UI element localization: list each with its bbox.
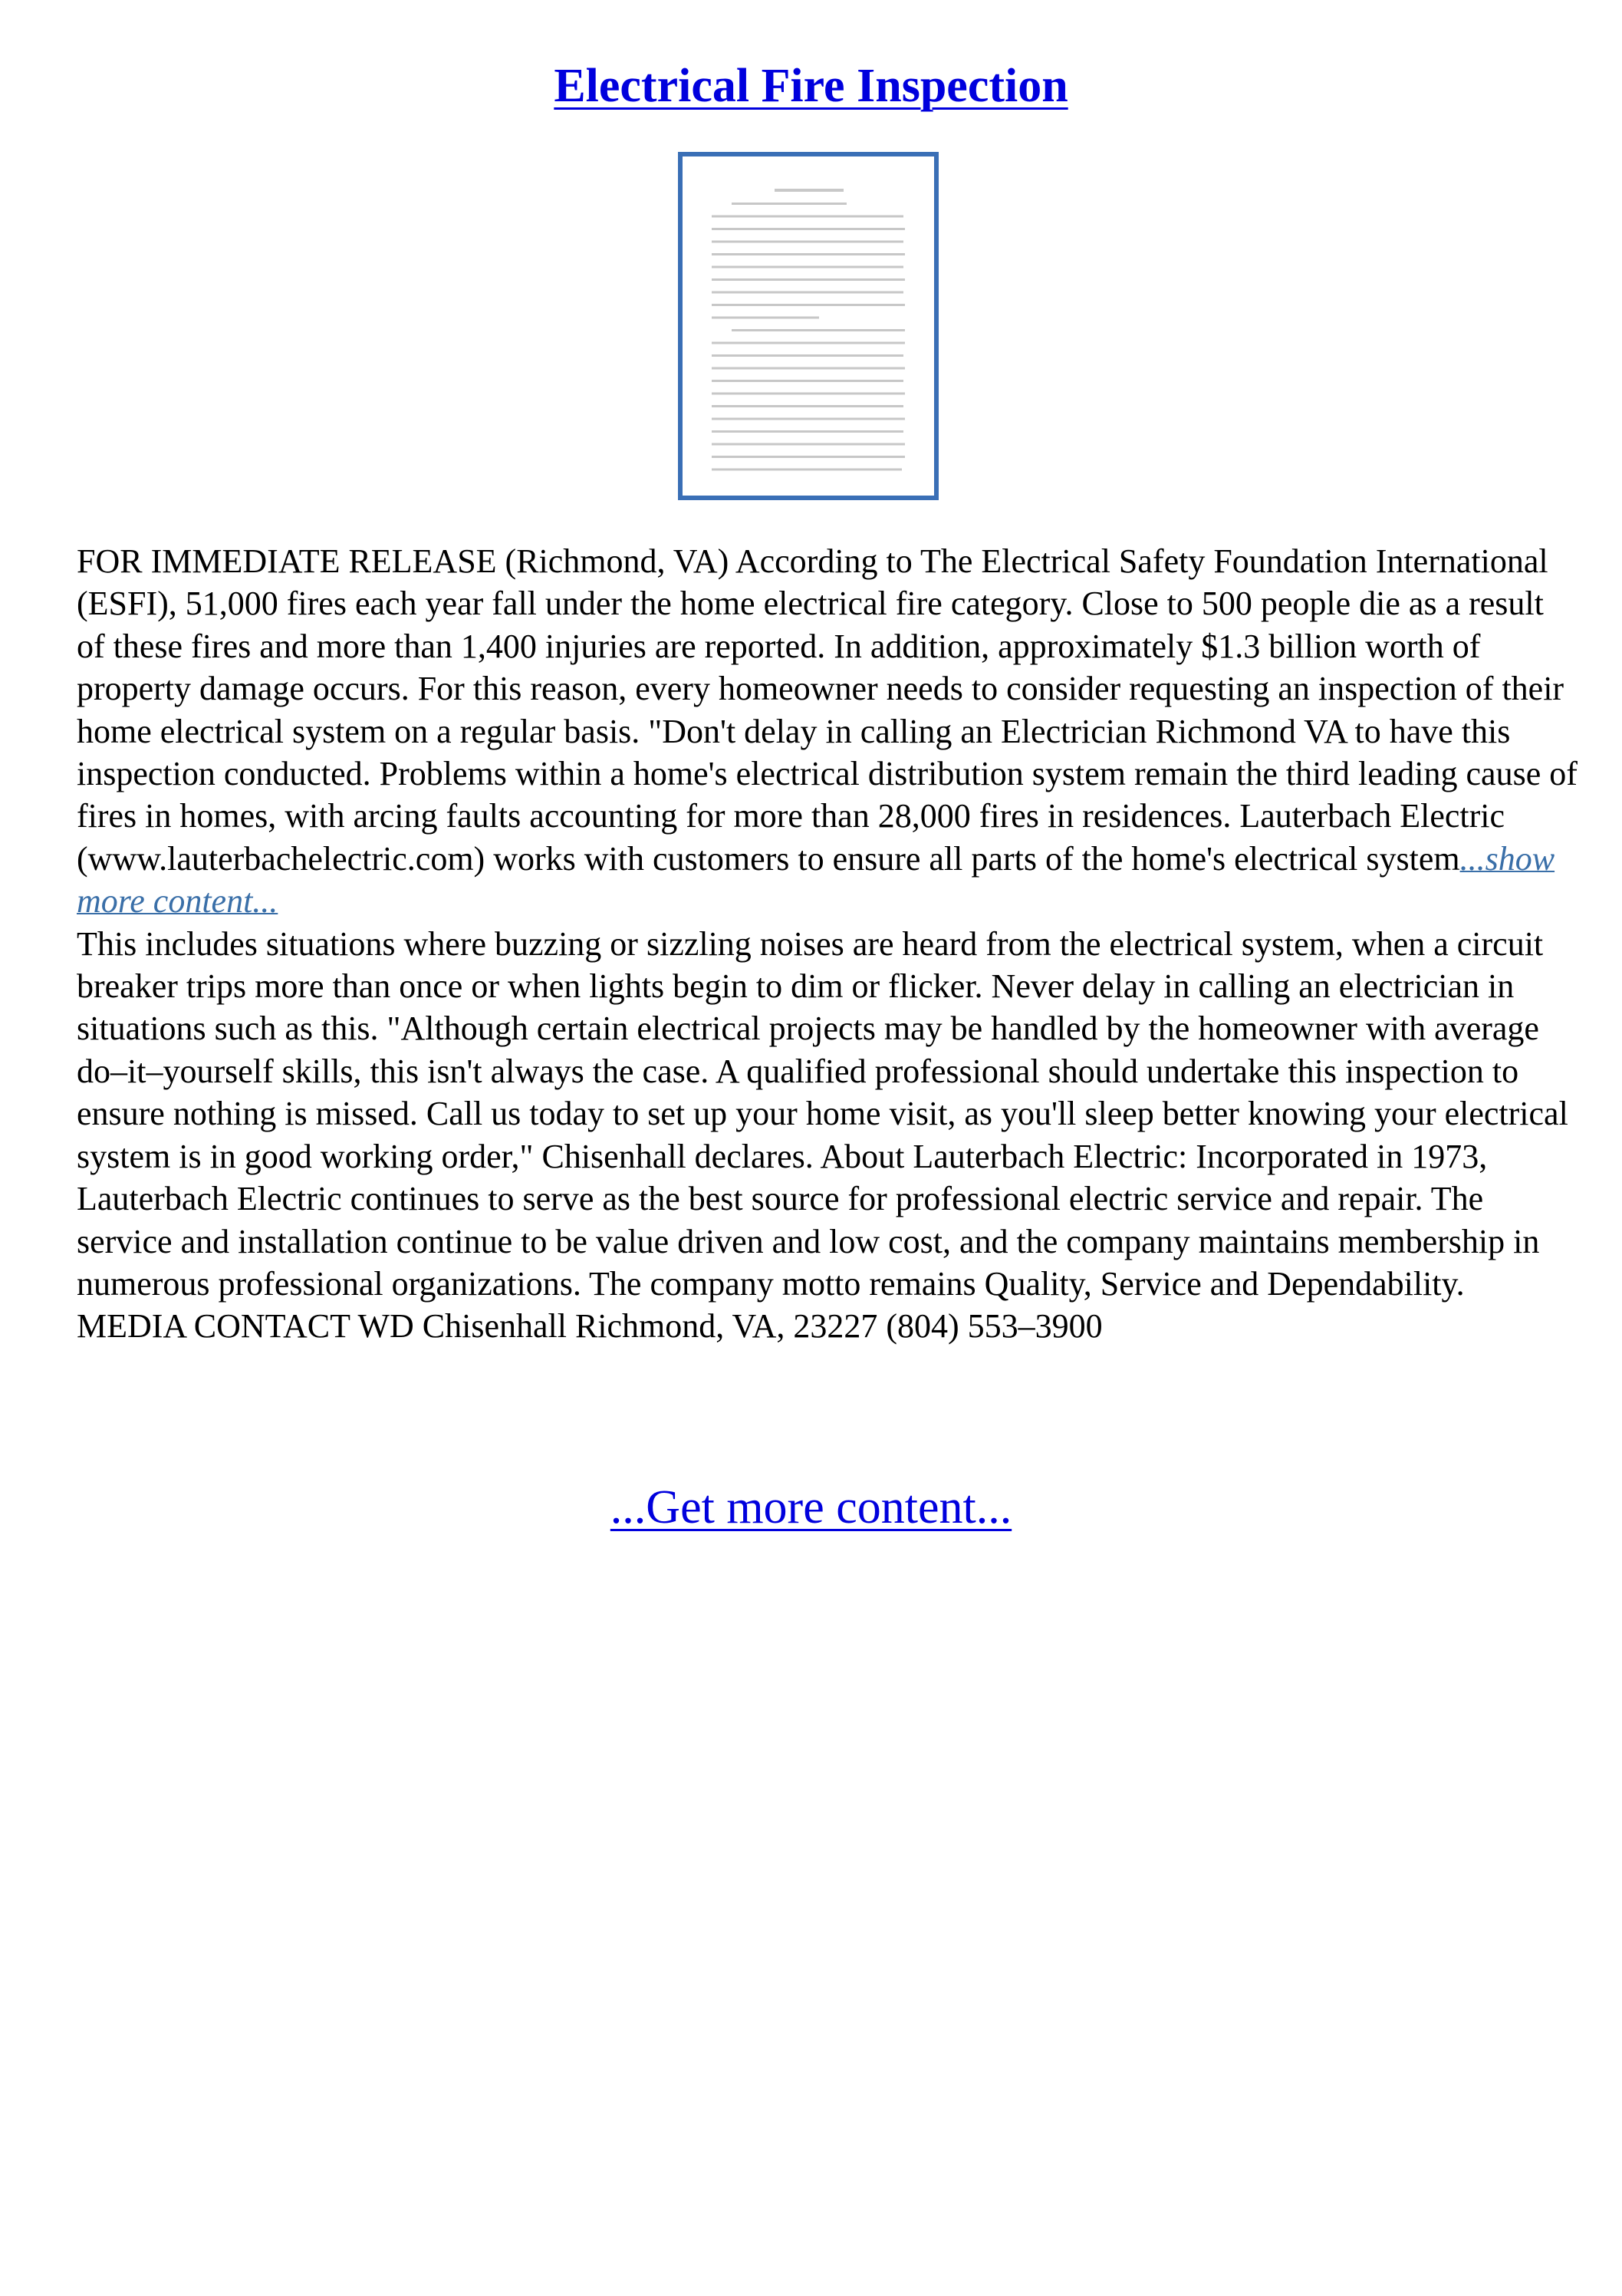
thumbnail-text-line bbox=[712, 456, 905, 458]
thumbnail-text-line bbox=[712, 354, 903, 357]
thumbnail-title-line bbox=[775, 189, 844, 192]
thumbnail-text-line bbox=[712, 430, 903, 433]
thumbnail-text-line bbox=[732, 329, 905, 331]
thumbnail-text-line bbox=[712, 469, 902, 471]
thumbnail-text-line bbox=[712, 317, 819, 319]
thumbnail-text-line bbox=[712, 418, 905, 420]
thumbnail-text-line bbox=[712, 266, 903, 268]
thumbnail-text-line bbox=[712, 241, 903, 243]
document-preview-thumbnail[interactable] bbox=[678, 152, 939, 500]
thumbnail-text-line bbox=[712, 443, 905, 446]
thumbnail-text-line bbox=[732, 203, 847, 205]
thumbnail-text-line bbox=[712, 304, 905, 306]
thumbnail-text-line bbox=[712, 405, 903, 407]
thumbnail-text-line bbox=[712, 393, 905, 395]
blurred-page-preview-icon bbox=[683, 156, 934, 496]
thumbnail-text-line bbox=[712, 228, 905, 230]
thumbnail-text-line bbox=[712, 253, 905, 255]
thumbnail-text-line bbox=[712, 367, 905, 370]
thumbnail-text-line bbox=[712, 278, 905, 281]
thumbnail-text-line bbox=[712, 380, 903, 382]
article-paragraph-1: FOR IMMEDIATE RELEASE (Richmond, VA) According to The Electrical Safety Foundation International (ESFI), 51,000 fires each year fall under the home electrical fire category. Close to 500 people die as a result of these fires and more than 1,400 injuries are reported. In addition, approximately $1.3 billion worth of property damage occurs. For this reason, every homeowner needs to consider requesting an inspection of their home electrical system on a regular basis. "Don't delay in calling an Electrician Richmond VA to have this inspection conducted. Problems within a home's electrical distribution system remain the third leading cause of fires in homes, with arcing faults accounting for more than 28,000 fires in residences. Lauterbach Electric (www.lauterbachelectric.com) works with customers to ensure all parts of the home's electrical system bbox=[77, 542, 1578, 878]
thumbnail-text-line bbox=[712, 216, 903, 218]
thumbnail-text-line bbox=[712, 292, 903, 294]
document-title[interactable]: Electrical Fire Inspection bbox=[554, 60, 1068, 112]
show-more-link[interactable]: ...show more content... bbox=[77, 839, 1555, 921]
article-paragraph-2: This includes situations where buzzing or sizzling noises are heard from the electrical system, when a circuit breaker trips more than once or when lights begin to dim or flicker. Never delay in calling an electrician in situations such as this. "Although certain electrical projects may be handled by the homeowner with average do–it–yourself skills, this isn't always the case. A qualified professional should undertake this inspection to ensure nothing is missed. Call us today to set up your home visit, as you'll sleep better knowing your electrical system is in good working order," Chisenhall declares. About Lauterbach Electric: Incorporated in 1973, Lauterbach Electric continues to serve as the best source for professional electric service and repair. The service and installation continue to be value driven and low cost, and the company maintains membership in numerous professional organizations. The company motto remains Quality, Service and Dependability. MEDIA CONTACT WD Chisenhall Richmond, VA, 23227 (804) 553–3900 bbox=[77, 924, 1568, 1346]
article-body bbox=[77, 540, 1580, 1348]
thumbnail-text-line bbox=[712, 342, 905, 344]
get-more-content-link[interactable]: ...Get more content... bbox=[610, 1481, 1012, 1533]
